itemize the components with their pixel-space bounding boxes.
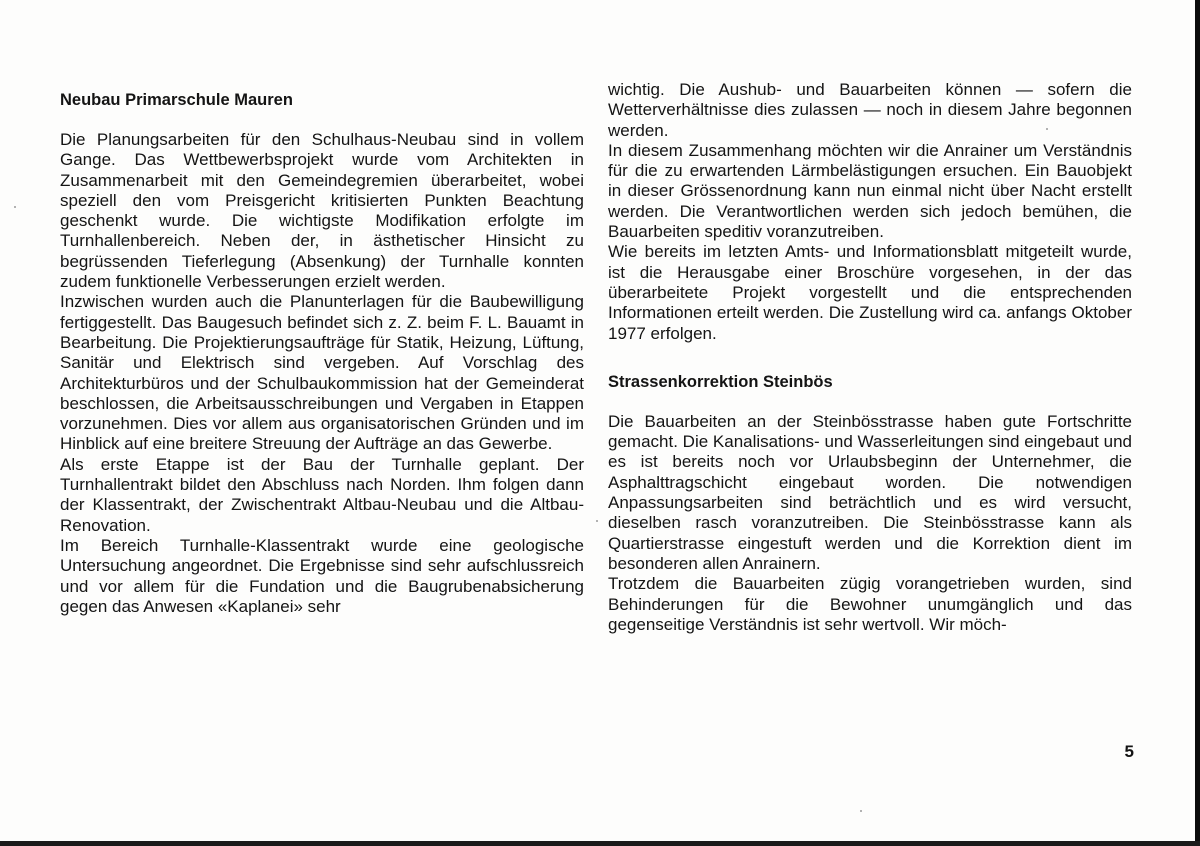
paragraph: Die Bauarbeiten an der Steinbösstrasse haben gute Fortschritte gemacht. Die Kanalisations- und Wasserleitungen sind eingebaut und es ist bereits noch vor Urlaubsbeginn der Unternehmer, die Asphalttragschicht eingebaut worden. Die notwendigen Anpassungsarbeiten sind beträchtlich und es wird versucht, dieselben rasch voranzutreiben. Die Steinbösstrasse kann als Quartierstrasse eingestuft werden und die Korrektion dient im besonderen allen Anrainern. <box>608 411 1132 573</box>
section-heading-primarschule: Neubau Primarschule Mauren <box>60 91 293 109</box>
paragraph: Als erste Etappe ist der Bau der Turnhalle geplant. Der Turnhallentrakt bildet den Abschluss nach Norden. Ihm folgen dann der Klassentrakt, der Zwischentrakt Altbau-Neubau und die Altbau-Renovation. <box>60 454 584 535</box>
section-heading-strassenkorrektion: Strassenkorrektion Steinbös <box>608 372 833 391</box>
scan-edge-bottom <box>0 841 1200 846</box>
scan-edge-right <box>1195 0 1200 846</box>
left-column <box>60 80 584 617</box>
paragraph: Inzwischen wurden auch die Planunterlagen für die Baubewilligung fertiggestellt. Das Baugesuch befindet sich z. Z. beim F. L. Bauamt in Bearbeitung. Die Projektierungsaufträge für Statik, Heizung, Lüftung, Sanitär und Elektrisch sind vergeben. Auf Vorschlag des Architekturbüros und der Schulbaukommission hat der Gemeinderat beschlossen, die Arbeitsausschreibungen und Vergaben in Etappen vorzunehmen. Dies vor allem aus organisatorischen Gründen und im Hinblick auf eine breitere Streuung der Aufträge an das Gewerbe. <box>60 292 584 454</box>
paragraph: Wie bereits im letzten Amts- und Informationsblatt mitgeteilt wurde, ist die Herausgabe einer Broschüre vorgesehen, in der das überarbeitete Projekt vorgestellt und die entsprechenden Informationen erteilt werden. Die Zustellung wird ca. anfangs Oktober 1977 erfolgen. <box>608 242 1132 343</box>
page-number: 5 <box>1124 742 1134 761</box>
scan-speck <box>860 810 862 812</box>
scan-speck <box>1046 128 1048 130</box>
right-column <box>608 80 1132 635</box>
scan-speck <box>596 520 598 522</box>
paragraph: wichtig. Die Aushub- und Bauarbeiten können — sofern die Wetterverhältnisse dies zulassen — noch in diesem Jahre begonnen werden. <box>608 80 1132 140</box>
paragraph: In diesem Zusammenhang möchten wir die Anrainer um Verständnis für die zu erwartenden Lärmbelästigungen ersuchen. Ein Bauobjekt in dieser Grössenordnung kann nun einmal nicht über Nacht erstellt werden. Die Verantwortlichen werden sich jedoch bemühen, die Bauarbeiten speditiv voranzutreiben. <box>608 140 1132 242</box>
paragraph: Die Planungsarbeiten für den Schulhaus-Neubau sind in vollem Gange. Das Wettbewerbsprojekt wurde vom Architekten in Zusammenarbeit mit den Gemeindegremien überarbeitet, wobei speziell den vom Preisgericht kritisierten Punkten Beachtung geschenkt wurde. Die wichtigste Modifikation erfolgte im Turnhallenbereich. Neben der, in ästhetischer Hinsicht zu begrüssenden Tieferlegung (Absenkung) der Turnhalle konnten zudem funktionelle Verbesserungen erzielt werden. <box>60 130 584 292</box>
scan-speck <box>14 206 16 208</box>
paragraph: Trotzdem die Bauarbeiten zügig vorangetrieben wurden, sind Behinderungen für die Bewohner unumgänglich und das gegenseitige Verständnis ist sehr wertvoll. Wir möch- <box>608 574 1132 634</box>
paragraph: Im Bereich Turnhalle-Klassentrakt wurde eine geologische Untersuchung angeordnet. Die Ergebnisse sind sehr aufschlussreich und vor allem für die Fundation und die Baugrubenabsicherung gegen das Anwesen «Kaplanei» sehr <box>60 535 584 616</box>
